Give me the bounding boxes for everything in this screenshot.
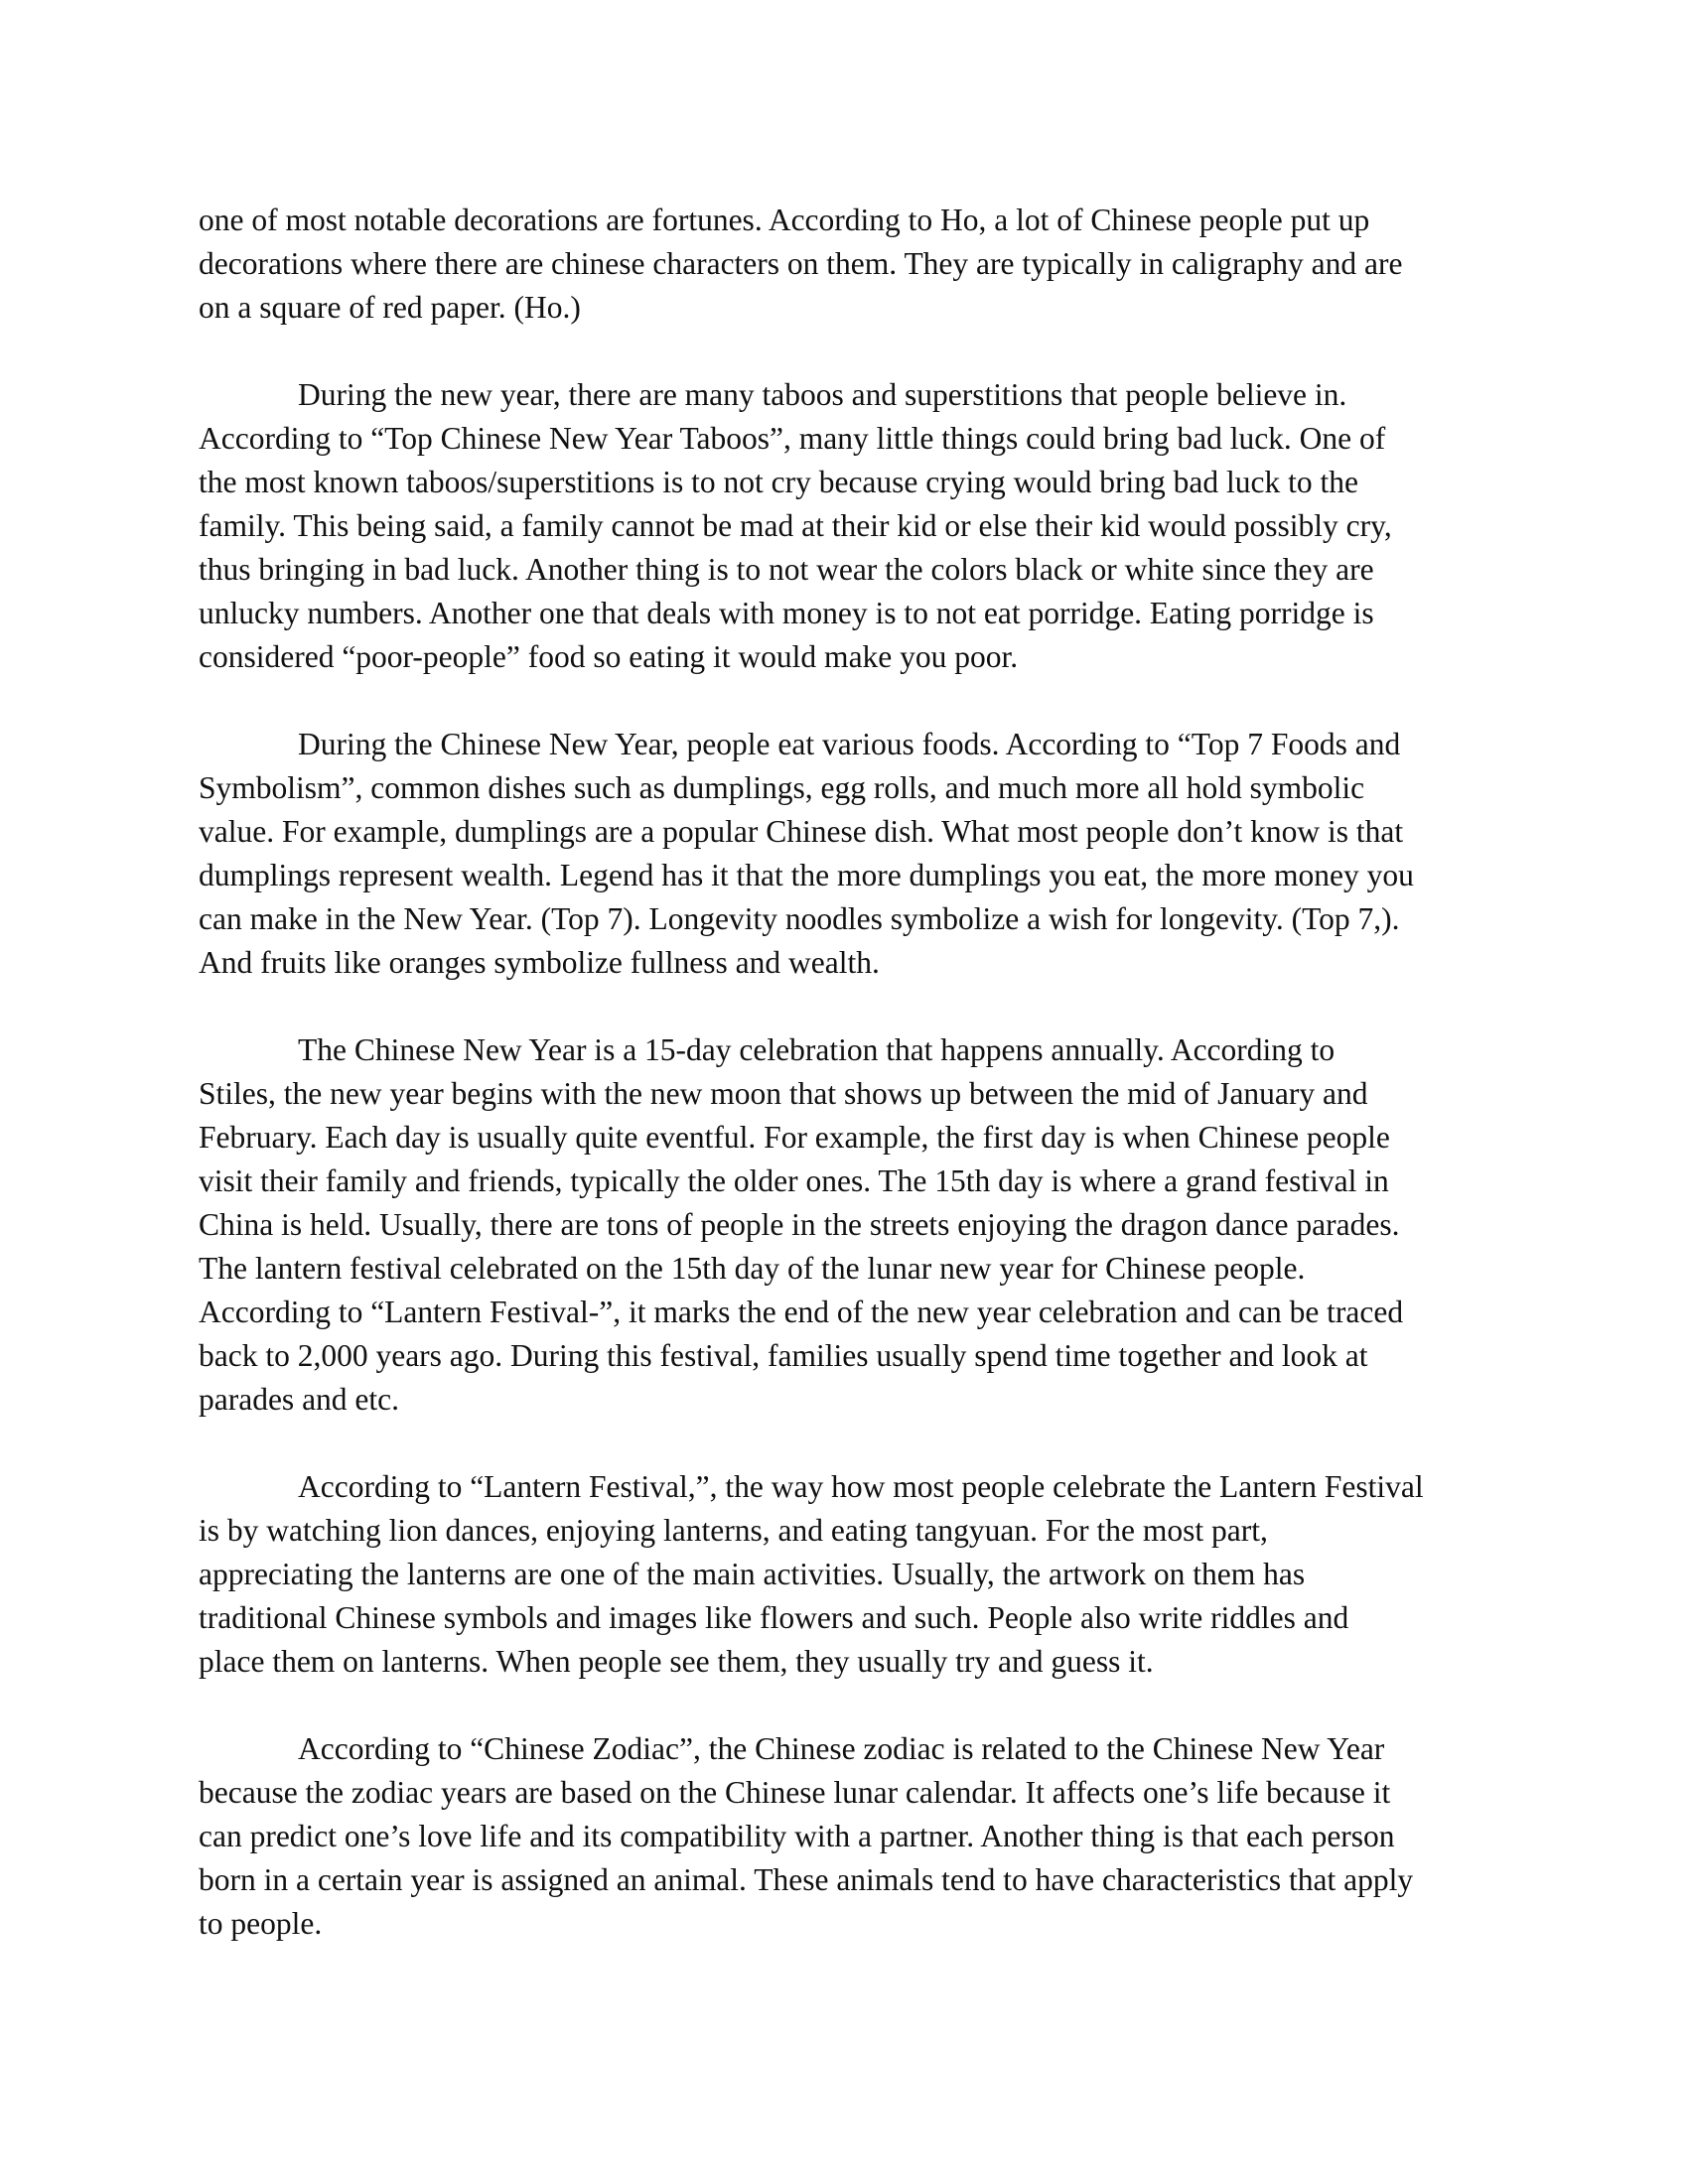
paragraph-taboos: During the new year, there are many taboos and superstitions that people believe in. According to “Top Chinese New Year Taboos”, many little things could bring bad luck. One of the most known taboos/superstitions is to not cry because crying would bring bad luck to the family. This being said, a family cannot be mad at their kid or else their kid would possibly cry, thus bringing in bad luck. Another thing is to not wear the colors black or white since they are unlucky numbers. Another one that deals with money is to not eat porridge. Eating porridge is considered “poor-people” food so eating it would make you poor. (199, 377, 1392, 674)
paragraph-decorations: one of most notable decorations are fortunes. According to Ho, a lot of Chinese people put up decorations where there are chinese characters on them. They are typically in caligraphy and are on a square of red paper. (Ho.) (199, 203, 1403, 325)
paragraph-celebration: The Chinese New Year is a 15-day celebration that happens annually. According to Stiles, the new year begins with the new moon that shows up between the mid of January and February. Each day is usually quite eventful. For example, the first day is when Chinese people visit their family and friends, typically the older ones. The 15th day is where a grand festival in China is held. Usually, there are tons of people in the streets enjoying the dragon dance parades. The lantern festival celebrated on the 15th day of the lunar new year for Chinese people. According to “Lantern Festival-”, it marks the end of the new year celebration and can be traced back to 2,000 years ago. During this festival, families usually spend time together and look at parades and etc. (199, 1032, 1404, 1417)
document-body (199, 199, 1489, 1989)
paragraph-zodiac: According to “Chinese Zodiac”, the Chinese zodiac is related to the Chinese New Year because the zodiac years are based on the Chinese lunar calendar. It affects one’s life because it can predict one’s love life and its compatibility with a partner. Another thing is that each person born in a certain year is assigned an animal. These animals tend to have characteristics that apply to people. (199, 1731, 1414, 1941)
paragraph-lantern-festival: According to “Lantern Festival,”, the way how most people celebrate the Lantern Festival is by watching lion dances, enjoying lanterns, and eating tangyuan. For the most part, appreciating the lanterns are one of the main activities. Usually, the artwork on them has traditional Chinese symbols and images like flowers and such. People also write riddles and place them on lanterns. When people see them, they usually try and guess it. (199, 1469, 1424, 1679)
paragraph-foods: During the Chinese New Year, people eat various foods. According to “Top 7 Foods and Symbolism”, common dishes such as dumplings, egg rolls, and much more all hold symbolic value. For example, dumplings are a popular Chinese dish. What most people don’t know is that dumplings represent wealth. Legend has it that the more dumplings you eat, the more money you can make in the New Year. (Top 7). Longevity noodles symbolize a wish for longevity. (Top 7,). And fruits like oranges symbolize fullness and wealth. (199, 727, 1414, 980)
